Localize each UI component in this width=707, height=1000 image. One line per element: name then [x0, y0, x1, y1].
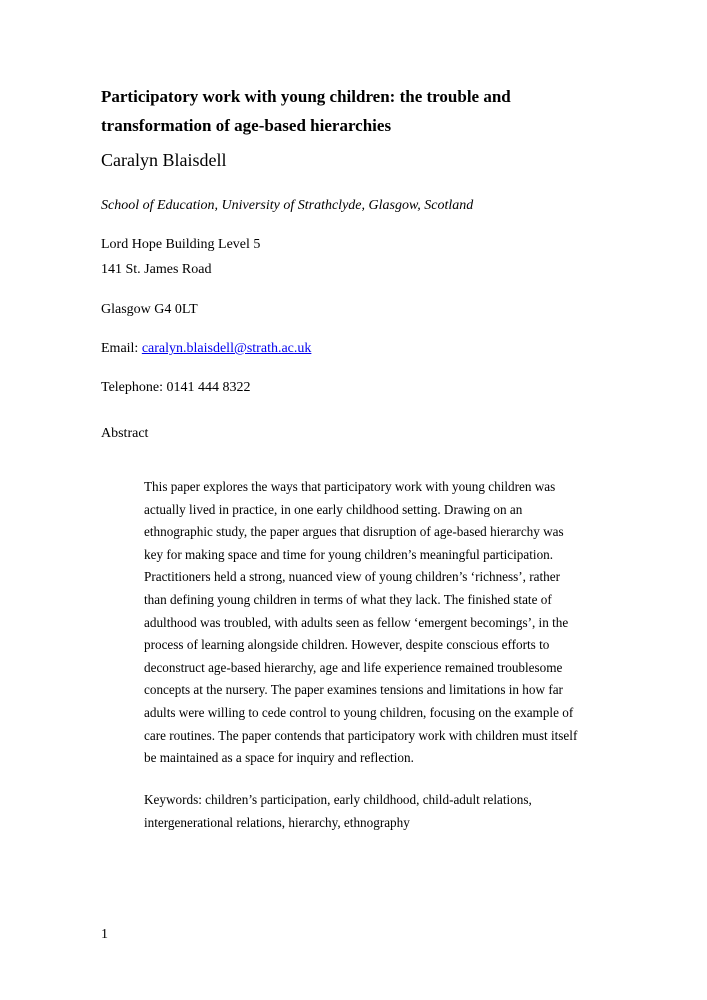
email-line	[101, 341, 311, 357]
email-label: Email:	[101, 341, 142, 356]
abstract-heading: Abstract	[101, 426, 149, 441]
address-line-3: Glasgow G4 0LT	[101, 302, 198, 317]
address-line-1: Lord Hope Building Level 5	[101, 237, 261, 252]
telephone-line: Telephone: 0141 444 8322	[101, 380, 251, 395]
email-link[interactable]: caralyn.blaisdell@strath.ac.uk	[141, 341, 312, 356]
abstract-text: This paper explores the ways that participatory work with young children was actually lived in practice, in one early childhood setting. Drawing on an ethnographic study, the paper argues that disruption of age-based hierarchy was key for making space and time for young children’s meaningful participation. Practitioners held a strong, nuanced view of young children’s ‘richness’, rather than defining young children in terms of what they lack. The finished state of adulthood was troubled, with adults seen as fellow ‘emergent becomings’, in the process of learning alongside children. However, despite conscious efforts to deconstruct age-based hierarchy, age and life experience remained troublesome concepts at the nursery. The paper examines tensions and limitations in how far adults were willing to cede control to young children, focusing on the example of care routines. The paper contends that participatory work with children must itself be maintained as a space for inquiry and reflection.	[144, 479, 578, 766]
paper-title: Participatory work with young children: the trouble and transformation of age-based hierarchies	[101, 87, 511, 135]
keywords-text: Keywords: children’s participation, early childhood, child-adult relations, intergenerational relations, hierarchy, ethnography	[144, 792, 532, 830]
page-number: 1	[101, 927, 108, 942]
author-name: Caralyn Blaisdell	[101, 150, 227, 170]
address-line-2: 141 St. James Road	[101, 262, 212, 277]
author-affiliation: School of Education, University of Strathclyde, Glasgow, Scotland	[101, 198, 474, 213]
